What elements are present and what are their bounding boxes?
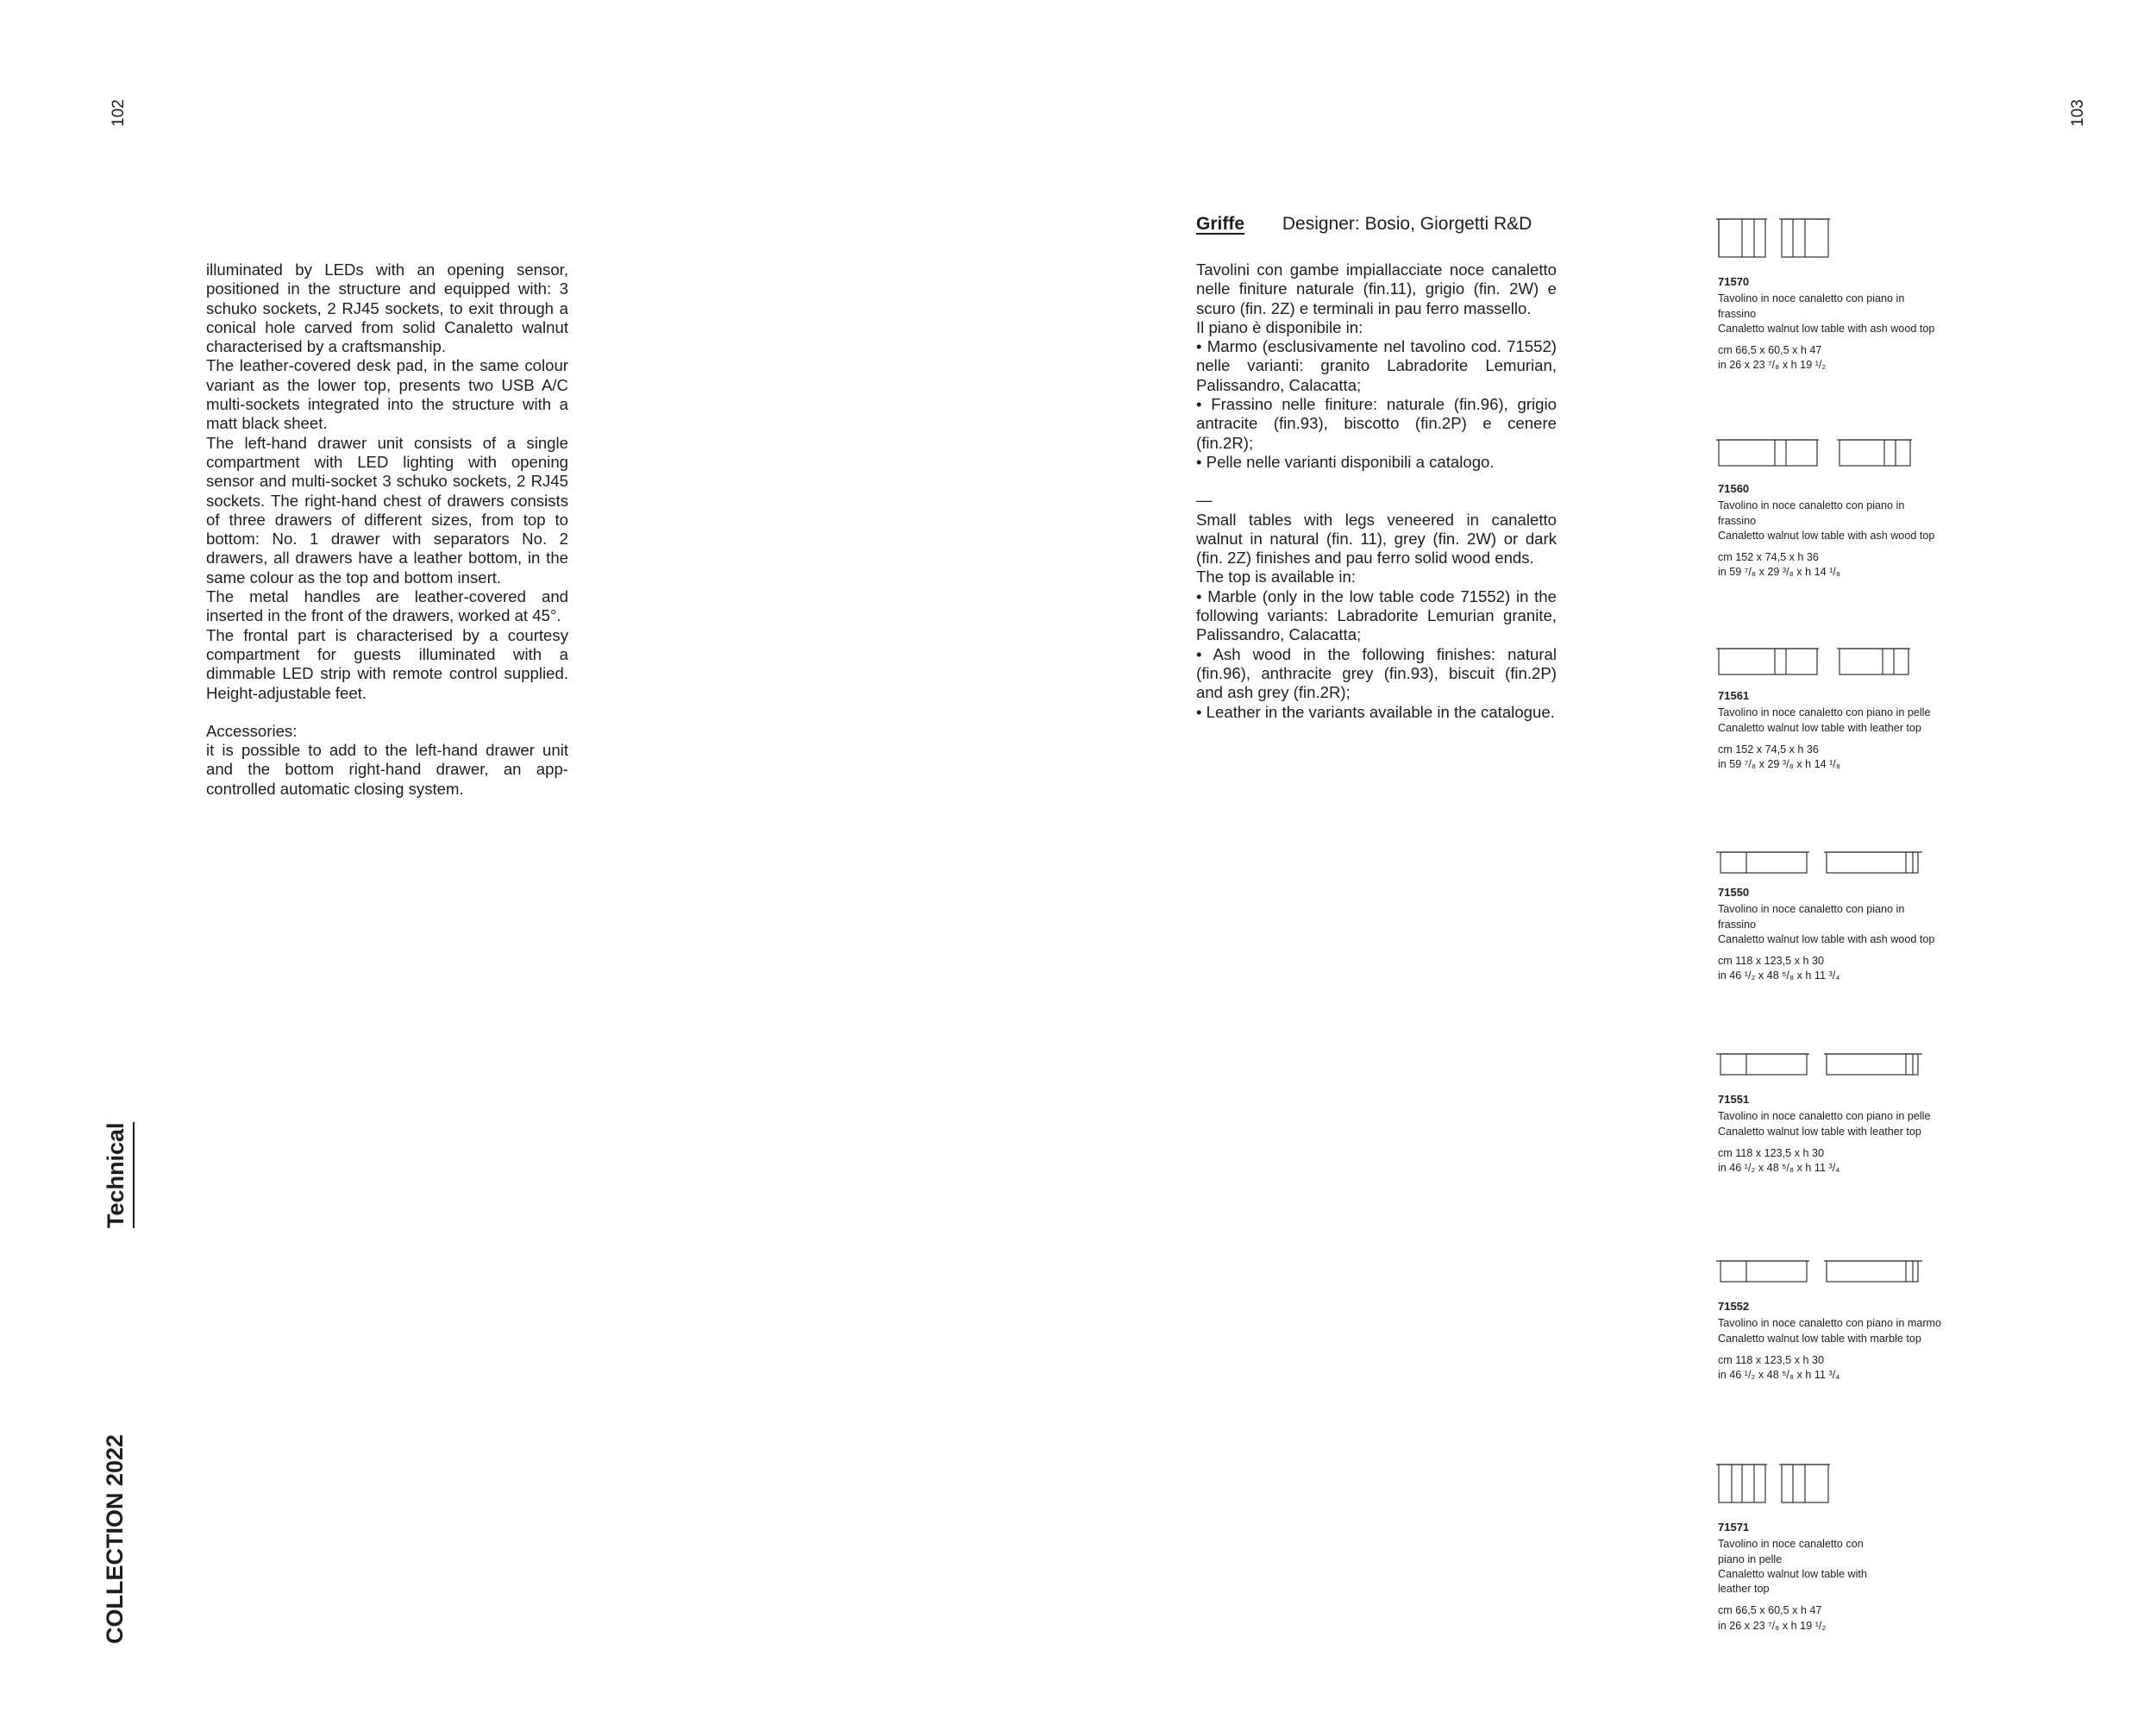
- product-card-71561: [1718, 688, 1942, 772]
- english-bullet: • Marble (only in the low table code 71552) in the following variants: Labradorite Lemurian granite, Palissandro, Calacatta;: [1196, 586, 1557, 644]
- product-code: 71560: [1718, 482, 1750, 495]
- italian-bullet: • Pelle nelle varianti disponibili a catalogo.: [1196, 452, 1495, 471]
- product-dims-in: in 26 x 23 ⁷/₈ x h 19 ¹/₂: [1718, 359, 1827, 372]
- italian-paragraph: Tavolini con gambe impiallacciate noce canaletto nelle finiture naturale (fin.11), grigio (fin. 2W) e scuro (fin. 2Z) e terminali in pau ferro massello.: [1196, 260, 1557, 317]
- product-card-71560: [1718, 481, 1942, 580]
- product-card-71571: [1718, 1520, 1873, 1634]
- section-label-technical: Technical: [103, 1122, 135, 1228]
- product-card-71570: [1718, 274, 1942, 373]
- collection-label: COLLECTION 2022: [102, 1433, 128, 1644]
- product-desc-it: Tavolino in noce canaletto con piano in frassino: [1718, 499, 1905, 527]
- table-drawing-icon: [1718, 1052, 1925, 1078]
- product-card-71551: [1718, 1092, 1942, 1176]
- product-desc-it: Tavolino in noce canaletto con piano in frassino: [1718, 292, 1905, 320]
- paragraph: The frontal part is characterised by a courtesy compartment for guests illuminated with a dimmable LED strip with remote control supplied. Height-adjustable feet.: [206, 625, 568, 702]
- product-desc-en: Canaletto walnut low table with leather top: [1718, 1567, 1867, 1596]
- product-desc-it: Tavolino in noce canaletto con piano in frassino: [1718, 903, 1905, 931]
- product-header: [1196, 214, 1532, 235]
- product-dims-in: in 59 ⁷/₈ x 29 ³/₈ x h 14 ¹/₈: [1718, 758, 1841, 771]
- product-desc-en: Canaletto walnut low table with leather top: [1718, 1125, 1921, 1138]
- italian-bullet: • Frassino nelle finiture: naturale (fin.96), grigio antracite (fin.93), biscotto (fin.2P) e cenere (fin.2R);: [1196, 395, 1557, 452]
- product-dims-in: in 46 ¹/₂ x 48 ⁵/₈ x h 11 ³/₄: [1718, 1369, 1840, 1382]
- product-dims-in: in 26 x 23 ⁷/₈ x h 19 ¹/₂: [1718, 1619, 1827, 1632]
- italian-paragraph: Il piano è disponibile in:: [1196, 317, 1363, 336]
- table-drawing-icon: [1718, 217, 1830, 260]
- table-drawing-icon: [1718, 645, 1916, 680]
- paragraph: illuminated by LEDs with an opening sensor, positioned in the structure and equipped with: 3 schuko sockets, 2 RJ45 sockets, to exit through a conical hole carved from solid Canaletto walnut characterised by a craftsmanship.: [206, 260, 568, 356]
- table-drawing-icon: [1718, 1463, 1830, 1506]
- product-desc-it: Tavolino in noce canaletto con piano in marmo: [1718, 1317, 1942, 1330]
- table-drawing-icon: [1718, 850, 1925, 876]
- product-desc-en: Canaletto walnut low table with ash wood top: [1718, 322, 1935, 335]
- product-dims-cm: cm 66,5 x 60,5 x h 47: [1718, 1604, 1822, 1617]
- table-drawing-icon: [1718, 438, 1916, 473]
- product-code: 71561: [1718, 689, 1750, 702]
- english-bullet: • Ash wood in the following finishes: natural (fin.96), anthracite grey (fin.93), biscuit (fin.2P) and ash grey (fin.2R);: [1196, 644, 1557, 702]
- product-desc-en: Canaletto walnut low table with ash wood top: [1718, 932, 1935, 945]
- product-dims-cm: cm 118 x 123,5 x h 30: [1718, 1353, 1824, 1366]
- paragraph: The leather-covered desk pad, in the same colour variant as the lower top, presents two USB A/C multi-sockets integrated into the structure with a matt black sheet.: [206, 356, 568, 433]
- page-number-left: 102: [109, 99, 128, 127]
- product-dims-cm: cm 118 x 123,5 x h 30: [1718, 955, 1824, 968]
- left-body-text: [206, 260, 568, 799]
- product-code: 71571: [1718, 1521, 1750, 1534]
- product-desc-en: Canaletto walnut low table with marble top: [1718, 1332, 1921, 1345]
- paragraph: The left-hand drawer unit consists of a single compartment with LED lighting with opening sensor and multi-socket 3 schuko sockets, 2 RJ45 sockets. The right-hand chest of drawers consists of three drawers of different sizes, from top to bottom: No. 1 drawer with separators No. 2 drawers, all drawers have a leather bottom, in the same colour as the top and bottom insert.: [206, 433, 568, 586]
- english-paragraph: Small tables with legs veneered in canaletto walnut in natural (fin. 11), grey (fin. 2W) or dark (fin. 2Z) finishes and pau ferro solid wood ends.: [1196, 510, 1557, 568]
- table-drawing-icon: [1718, 1259, 1925, 1285]
- product-desc-en: Canaletto walnut low table with leather top: [1718, 721, 1921, 734]
- product-code: 71570: [1718, 275, 1750, 288]
- english-paragraph: The top is available in:: [1196, 568, 1357, 586]
- product-dims-cm: cm 66,5 x 60,5 x h 47: [1718, 344, 1822, 357]
- accessories-text: it is possible to add to the left-hand drawer unit and the bottom right-hand drawer, an app-controlled automatic closing system.: [206, 741, 568, 798]
- product-code: 71550: [1718, 886, 1750, 899]
- product-dims-in: in 46 ¹/₂ x 48 ⁵/₈ x h 11 ³/₄: [1718, 969, 1840, 982]
- paragraph: The metal handles are leather-covered and inserted in the front of the drawers, worked at 45°.: [206, 587, 568, 625]
- product-dims-cm: cm 152 x 74,5 x h 36: [1718, 551, 1819, 564]
- product-code: 71552: [1718, 1300, 1750, 1313]
- griffe-description: [1196, 260, 1557, 722]
- product-dims-cm: cm 118 x 123,5 x h 30: [1718, 1146, 1824, 1159]
- page-number-right: 103: [2068, 99, 2087, 127]
- product-card-71552: [1718, 1299, 1942, 1383]
- designer-credit: Designer: Bosio, Giorgetti R&D: [1282, 214, 1532, 234]
- product-desc-it: Tavolino in noce canaletto con piano in pelle: [1718, 1538, 1864, 1565]
- product-name: Griffe: [1196, 214, 1245, 234]
- product-desc-it: Tavolino in noce canaletto con piano in pelle: [1718, 706, 1931, 719]
- product-desc-en: Canaletto walnut low table with ash wood top: [1718, 529, 1935, 542]
- accessories-title: Accessories:: [206, 721, 298, 740]
- product-desc-it: Tavolino in noce canaletto con piano in pelle: [1718, 1110, 1931, 1123]
- italian-bullet: • Marmo (esclusivamente nel tavolino cod. 71552) nelle varianti: granito Labradorite Lemurian, Palissandro, Calacatta;: [1196, 337, 1557, 394]
- separator-dash: —: [1196, 491, 1213, 510]
- product-dims-in: in 59 ⁷/₈ x 29 ³/₈ x h 14 ¹/₈: [1718, 566, 1841, 579]
- product-dims-cm: cm 152 x 74,5 x h 36: [1718, 743, 1819, 756]
- product-code: 71551: [1718, 1093, 1750, 1106]
- english-bullet: • Leather in the variants available in the catalogue.: [1196, 702, 1555, 721]
- product-card-71550: [1718, 885, 1942, 984]
- product-dims-in: in 46 ¹/₂ x 48 ⁵/₈ x h 11 ³/₄: [1718, 1162, 1840, 1175]
